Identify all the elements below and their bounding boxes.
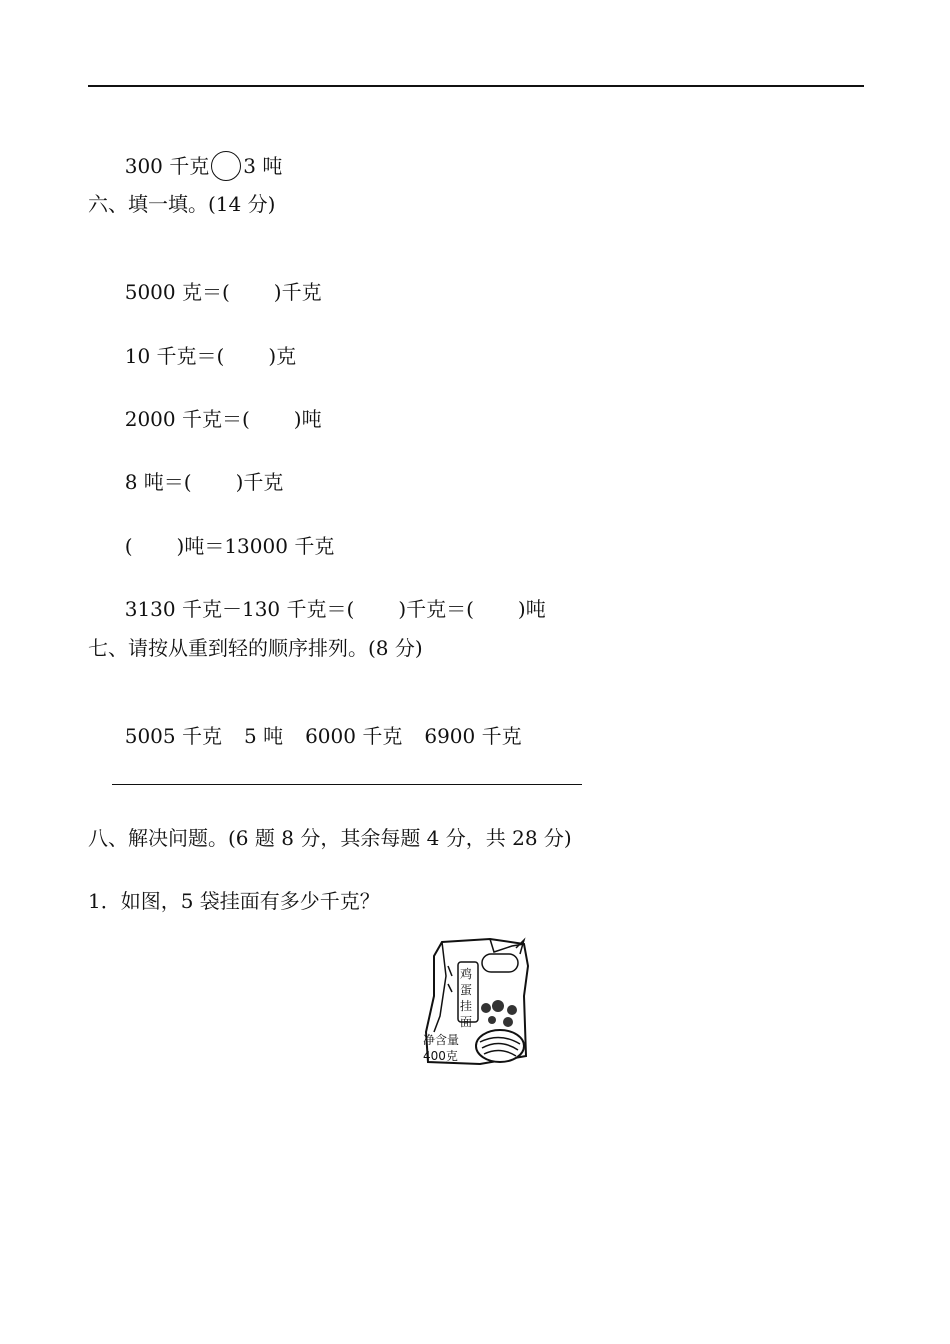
fill-row-6 xyxy=(112,573,546,621)
compare-row xyxy=(112,127,282,181)
question-1: 1．如图，5 袋挂面有多少千克？ xyxy=(88,889,380,913)
fill-text: )克 xyxy=(268,344,297,368)
answer-line[interactable] xyxy=(112,784,582,785)
fill-text: )千克 xyxy=(235,470,284,494)
fill-row-3 xyxy=(112,383,322,431)
fill-text: 3130 千克－130 千克＝( xyxy=(124,597,355,621)
net-weight-value: 400克 xyxy=(423,1049,458,1063)
fill-row-4 xyxy=(112,446,283,494)
net-weight-label: 净含量 xyxy=(423,1033,460,1047)
fill-row-2 xyxy=(112,320,296,368)
noodle-brand-char: 蛋 xyxy=(460,983,473,997)
fill-text: 10 千克＝( xyxy=(124,344,225,368)
section7-title: 七、请按从重到轻的顺序排列。(8 分) xyxy=(88,636,423,660)
fill-text: ( xyxy=(124,534,133,558)
fill-text: )吨 xyxy=(293,407,322,431)
compare-circle-blank[interactable] xyxy=(211,151,241,181)
section6-title: 六、填一填。(14 分) xyxy=(88,192,276,216)
fill-text: )千克 xyxy=(273,280,322,304)
fill-row-5 xyxy=(112,510,334,558)
noodle-brand-char: 挂 xyxy=(460,999,473,1013)
fill-text: )吨 xyxy=(517,597,546,621)
order-items-row xyxy=(112,700,522,748)
fill-row-1 xyxy=(112,256,322,304)
order-item: 6900 千克 xyxy=(424,724,522,748)
fill-text: )千克＝( xyxy=(398,597,474,621)
noodle-bag-image xyxy=(420,936,532,1068)
fill-text: 5000 克＝( xyxy=(124,280,230,304)
noodle-brand-char: 鸡 xyxy=(460,967,473,981)
section8-title: 八、解决问题。(6 题 8 分，其余每题 4 分，共 28 分) xyxy=(88,826,572,850)
order-item: 6000 千克 xyxy=(305,724,403,748)
compare-left: 300 千克 xyxy=(124,154,210,178)
fill-text: )吨＝13000 千克 xyxy=(176,534,335,558)
fill-text: 8 吨＝( xyxy=(124,470,192,494)
compare-right: 3 吨 xyxy=(243,154,283,178)
top-rule xyxy=(88,85,864,87)
order-item: 5 吨 xyxy=(243,724,284,748)
fill-text: 2000 千克＝( xyxy=(124,407,250,431)
noodle-brand-char: 面 xyxy=(460,1015,473,1029)
order-item: 5005 千克 xyxy=(124,724,222,748)
